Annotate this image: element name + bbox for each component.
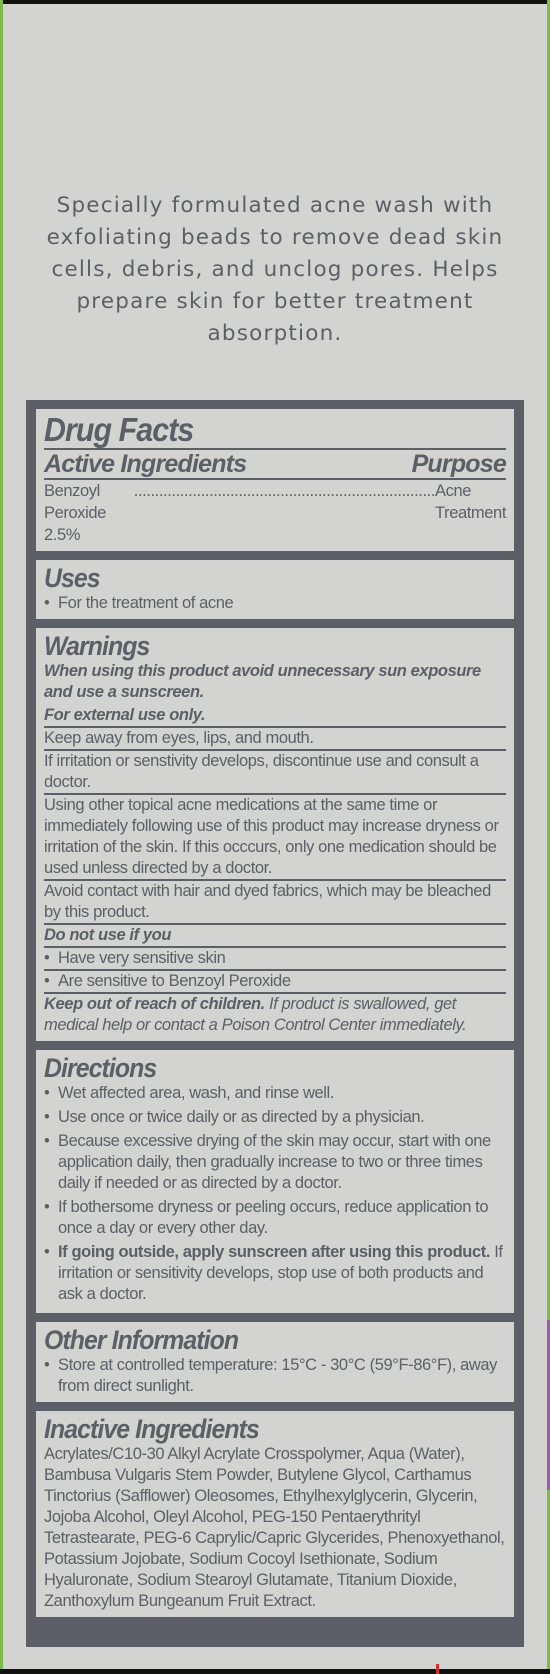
list-item: • Use once or twice daily or as directed by a physician.	[44, 1108, 425, 1126]
frame-bottom-border	[0, 1669, 550, 1674]
drug-facts-panel	[26, 400, 524, 1647]
warning-line: If irritation or senstivity develops, discontinue use and consult a doctor.	[44, 751, 506, 795]
list-item: • Wet affected area, wash, and rinse well.	[44, 1084, 334, 1102]
registration-tick	[436, 1664, 439, 1674]
do-not-use-heading: Do not use if you	[44, 925, 506, 948]
active-ingredient-name: Benzoyl Peroxide 2.5%	[44, 482, 106, 544]
list-item: • Have very sensitive skin	[44, 948, 506, 971]
bullet-icon: •	[44, 949, 50, 967]
warning-line: Avoid contact with hair and dyed fabrics, which may be bleached by this product.	[44, 881, 506, 925]
keep-out-of-reach: Keep out of reach of children. If product is swallowed, get medical help or contact a Poison Control Center immediately.	[44, 995, 467, 1034]
bullet-icon: •	[44, 1243, 50, 1261]
drug-facts-title: Drug Facts	[44, 411, 194, 448]
warning-when-using: When using this product avoid unnecessary sun exposure and use a sunscreen.	[44, 662, 481, 701]
directions-title: Directions	[44, 1053, 157, 1083]
active-ingredient-row	[44, 478, 506, 546]
list-item: • Because excessive drying of the skin may occur, start with one application daily, then gradually increase to two or three times daily if needed or as directed by a doctor.	[44, 1132, 491, 1192]
bullet-icon: •	[44, 594, 50, 612]
frame-top-border	[0, 0, 550, 4]
warning-line: Using other topical acne medications at the same time or immediately following use of this product may increase dryness or irritation of the skin. If this occcurs, only one medication should be used unless directed by a doctor.	[44, 795, 506, 881]
warnings-title: Warnings	[44, 631, 150, 661]
other-information-section	[36, 1322, 514, 1402]
list-item: • Are sensitive to Benzoyl Peroxide	[44, 971, 506, 994]
list-item: • For the treatment of acne	[44, 594, 234, 612]
bullet-icon: •	[44, 1132, 50, 1150]
active-ingredient-purpose: Acne Treatment	[435, 482, 507, 522]
inactive-ingredients-section	[36, 1411, 514, 1617]
list-item: • Store at controlled temperature: 15°C - 30°C (59°F-86°F), away from direct sunlight.	[44, 1356, 498, 1395]
product-description: Specially formulated acne wash with exfoliating beads to remove dead skin cells, debris, and unclog pores. Helps prepare skin for better treatment absorption.	[46, 193, 504, 346]
bullet-icon: •	[44, 1084, 50, 1102]
bullet-icon: •	[44, 972, 50, 990]
bullet-icon: •	[44, 1198, 50, 1216]
other-information-title: Other Information	[44, 1325, 239, 1355]
active-ingredients-label: Active Ingredients	[44, 450, 247, 478]
uses-section	[36, 560, 514, 619]
warnings-section	[36, 628, 514, 1041]
warning-line: Keep away from eyes, lips, and mouth.	[44, 728, 506, 751]
warning-external-use: For external use only.	[44, 705, 506, 728]
list-item: • If bothersome dryness or peeling occurs, reduce application to once a day or every other day.	[44, 1198, 489, 1237]
drug-facts-section	[36, 409, 514, 551]
inactive-ingredients-title: Inactive Ingredients	[44, 1414, 259, 1444]
active-ingredients-header	[44, 448, 506, 478]
leader-dots: ........................................................................	[133, 482, 436, 500]
directions-section	[36, 1050, 514, 1313]
uses-title: Uses	[44, 563, 100, 593]
inactive-ingredients-list: Acrylates/C10-30 Alkyl Acrylate Crosspolymer, Aqua (Water), Bambusa Vulgaris Stem Powder, Butylene Glycol, Carthamus Tinctorius (Safflower) Oleosomes, Ethylhexylglycerin, Glycerin, Jojoba Alcohol, Oleyl Alcohol, PEG-150 Pentaerythrityl Tetrastearate, PEG-6 Caprylic/Capric Glycerides, Phenoxyethanol, Potassium Jojobate, Sodium Cocoyl Isethionate, Sodium Hyaluronate, Sodium Stearoyl Glutamate, Titanium Dioxide, Zanthoxylum Bungeanum Fruit Extract.	[44, 1445, 505, 1610]
frame-left-border	[0, 0, 3, 1674]
bullet-icon: •	[44, 1356, 50, 1374]
list-item: • If going outside, apply sunscreen after using this product. If irritation or sensitivity develops, stop use of both products and ask a doctor.	[44, 1243, 503, 1303]
purpose-label: Purpose	[411, 450, 506, 478]
bullet-icon: •	[44, 1108, 50, 1126]
